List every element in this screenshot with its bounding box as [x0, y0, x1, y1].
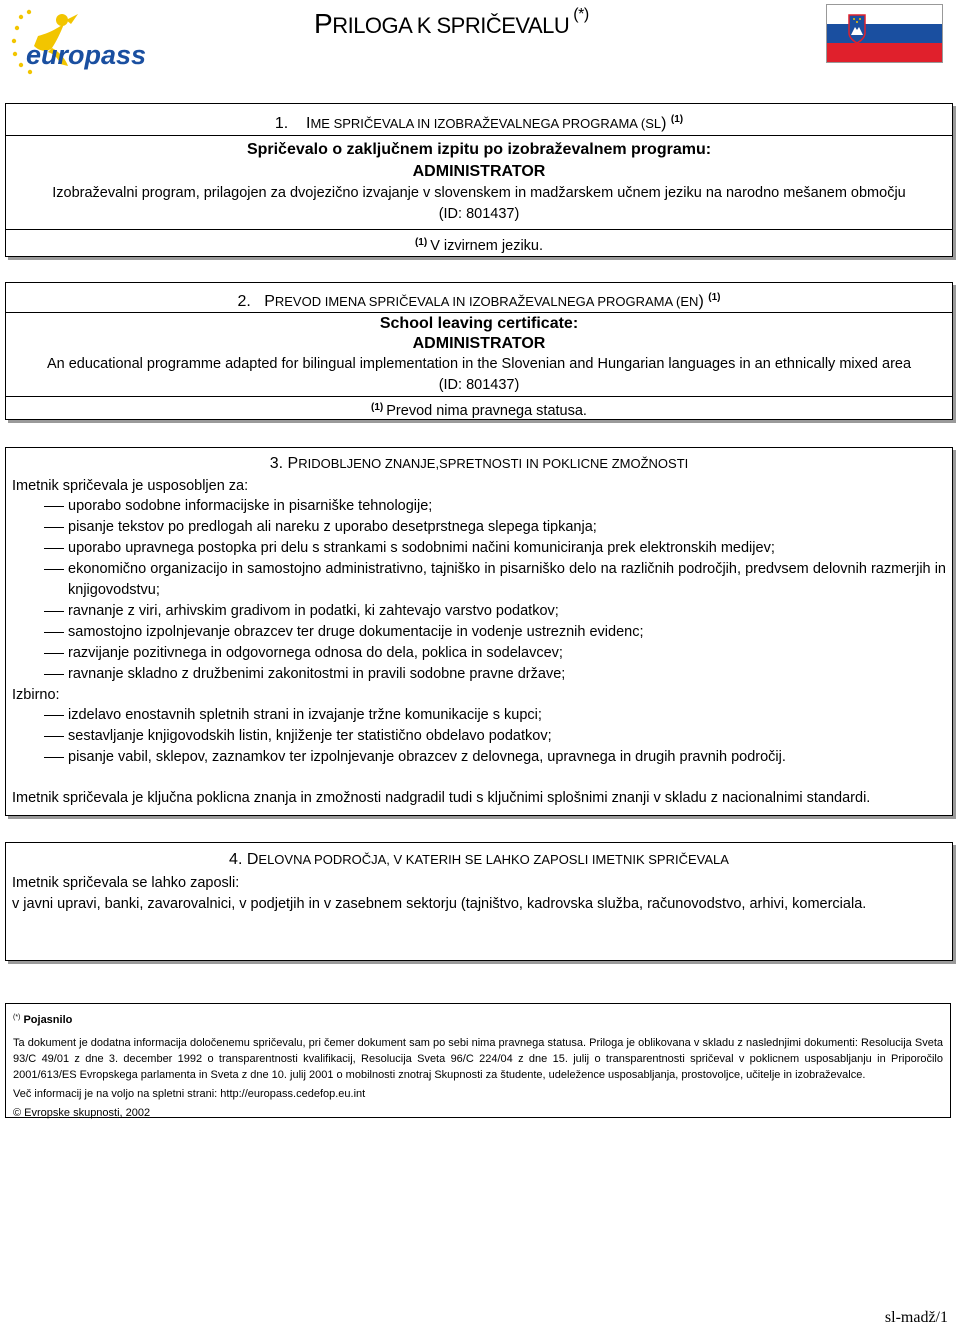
cert-name-en: School leaving certificate:	[379, 315, 579, 332]
list-item-text: pisanje vabil, sklepov, zaznamkov ter izpolnjevanje obrazcev z delovnega, upravnega in drugih pravnih področij.	[68, 749, 786, 765]
list-item-text: samostojno izpolnjevanje obrazcev ter druge dokumentacije in vodenje ustreznih evidenc;	[68, 624, 644, 640]
section-1-content	[6, 136, 952, 230]
dash-bullet-icon	[44, 548, 64, 549]
skills-closing: Imetnik spričevala je ključna poklicna znanja in zmožnosti nadgradil tudi s ključnimi splošnimi znanji v skladu z nacionalnimi standardi.	[12, 790, 871, 806]
employment-intro: Imetnik spričevala se lahko zaposli:	[12, 875, 240, 891]
program-sl: Izobraževalni program, prilagojen za dvojezično izvajanje v slovenskem in madžarskem učnem jeziku na narodno mešanem območju	[52, 185, 906, 201]
page-title: PRILOGA K SPRIČEVALU (*)	[314, 6, 589, 39]
dash-bullet-icon	[44, 611, 64, 612]
slovenia-flag	[826, 4, 943, 63]
list-item	[6, 705, 952, 726]
cert-title-en: ADMINISTRATOR	[412, 335, 546, 352]
section-1-note: $^{(1)}$ V izvirnem jeziku.	[414, 237, 544, 254]
section-2	[5, 282, 953, 420]
section-4	[5, 842, 953, 961]
dash-bullet-icon	[44, 674, 64, 675]
section-3	[5, 447, 953, 816]
dash-bullet-icon	[44, 569, 64, 570]
program-id-en: (ID: 801437)	[438, 377, 520, 393]
program-en: An educational programme adapted for bilingual implementation in the Slovenian and Hungarian languages in an ethnically mixed area	[46, 356, 912, 372]
list-item	[6, 664, 952, 685]
list-item	[6, 559, 952, 601]
list-item	[6, 643, 952, 664]
section-3-heading: 3. PRIDOBLJENO ZNANJE,SPRETNOSTI IN POKLICNE ZMOŽNOSTI	[269, 455, 689, 472]
list-item-text: izdelavo enostavnih spletnih strani in izvajanje tržne komunikacije s kupci;	[68, 707, 542, 723]
optional-label: Izbirno:	[12, 687, 60, 703]
skills-intro: Imetnik spričevala je usposobljen za:	[12, 478, 249, 494]
section-4-heading: 4. DELOVNA PODROČJA, V KATERIH SE LAHKO ZAPOSLI IMETNIK SPRIČEVALA	[229, 851, 729, 868]
footnote-copyright: © Evropske skupnosti, 2002	[13, 1107, 151, 1119]
list-item	[6, 496, 952, 517]
list-item	[6, 622, 952, 643]
footnote-title: (*) Pojasnilo	[13, 1014, 73, 1026]
europass-logo	[8, 8, 147, 78]
list-item-text: ekonomično organizacijo in samostojno administrativno, tajniško in pisarniško delo na različnih področjih, predvsem delovnih razmerjih in knjigovodstvu;	[68, 561, 946, 598]
optional-skills-list	[6, 705, 952, 768]
list-item-text: sestavljanje knjigovodskih listin, knjiženje ter statistično obdelavo podatkov;	[68, 728, 552, 744]
list-item	[6, 601, 952, 622]
list-item	[6, 517, 952, 538]
footnote-more-info: Več informacij je na voljo na spletni strani: http://europass.cedefop.eu.int	[13, 1088, 366, 1100]
dash-bullet-icon	[44, 757, 64, 758]
list-item-text: uporabo upravnega postopka pri delu s strankami s sodobnimi načini komuniciranja prek elektronskih medijev;	[68, 540, 775, 556]
list-item	[6, 726, 952, 747]
cert-name-sl: Spričevalo o zaključnem izpitu po izobraževalnem programu:	[246, 141, 712, 158]
section-2-content	[6, 313, 952, 397]
dash-bullet-icon	[44, 506, 64, 507]
list-item-text: ravnanje z viri, arhivskim gradivom in podatki, ki zahtevajo varstvo podatkov;	[68, 603, 559, 619]
program-id-sl: (ID: 801437)	[438, 206, 520, 222]
dash-bullet-icon	[44, 632, 64, 633]
cert-title-sl: ADMINISTRATOR	[412, 163, 546, 180]
employment-text: v javni upravi, banki, zavarovalnici, v podjetjih in v zasebnem sektorju (tajništvo, kadrovska služba, računovodstvo, arhivi, komerciala.	[12, 896, 867, 912]
dash-bullet-icon	[44, 527, 64, 528]
section-1-heading: 1. IME SPRIČEVALA IN IZOBRAŽEVALNEGA PROGRAMA (SL) $^{(1)}$	[6, 104, 952, 136]
list-item-text: pisanje tekstov po predlogah ali nareku z uporabo desetprstnega slepega tipkanja;	[68, 519, 597, 535]
footnote-box	[5, 1003, 951, 1118]
list-item-text: uporabo sodobne informacijske in pisarniške tehnologije;	[68, 498, 433, 514]
skills-list	[6, 496, 952, 685]
list-item-text: ravnanje skladno z družbenimi zakonitostmi in pravili sodobne pravne države;	[68, 666, 566, 682]
page-code: sl-madž/1	[884, 1309, 948, 1326]
logo-text: europass	[26, 40, 147, 70]
dash-bullet-icon	[44, 715, 64, 716]
dash-bullet-icon	[44, 653, 64, 654]
dash-bullet-icon	[44, 736, 64, 737]
list-item	[6, 747, 952, 768]
section-2-note: $^{(1)}$ Prevod nima pravnega statusa.	[371, 402, 587, 419]
list-item-text: razvijanje pozitivnega in odgovornega odnosa do dela, poklica in sodelavcev;	[68, 645, 563, 661]
footnote-text: Ta dokument je dodatna informacija določenemu spričevalu, pri čemer dokument sam po sebi nima pravnega statusa. Priloga je oblikovana v skladu z naslednjimi dokumenti: Resolucija Sveta 93/C 49/01 z dne 3. december 1992 o transparentnosti kvalifikacij, Resolucija Sveta 96/C 224/04 z dne 15. julij o transparentnosti spričeval v poklicnem usposabljanju in Priporočilo 2001/613/ES Evropskega parlamenta in Sveta z dne 10. julij 2001 o mobilnosti znotraj Skupnosti za študente, udeležence usposabljanja, prostovoljce, učitelje in izobraževalce.	[13, 1037, 943, 1081]
section-1	[5, 103, 953, 257]
list-item	[6, 538, 952, 559]
section-2-heading: 2. PREVOD IMENA SPRIČEVALA IN IZOBRAŽEVALNEGA PROGRAMA (EN) $^{(1)}$	[6, 283, 952, 313]
